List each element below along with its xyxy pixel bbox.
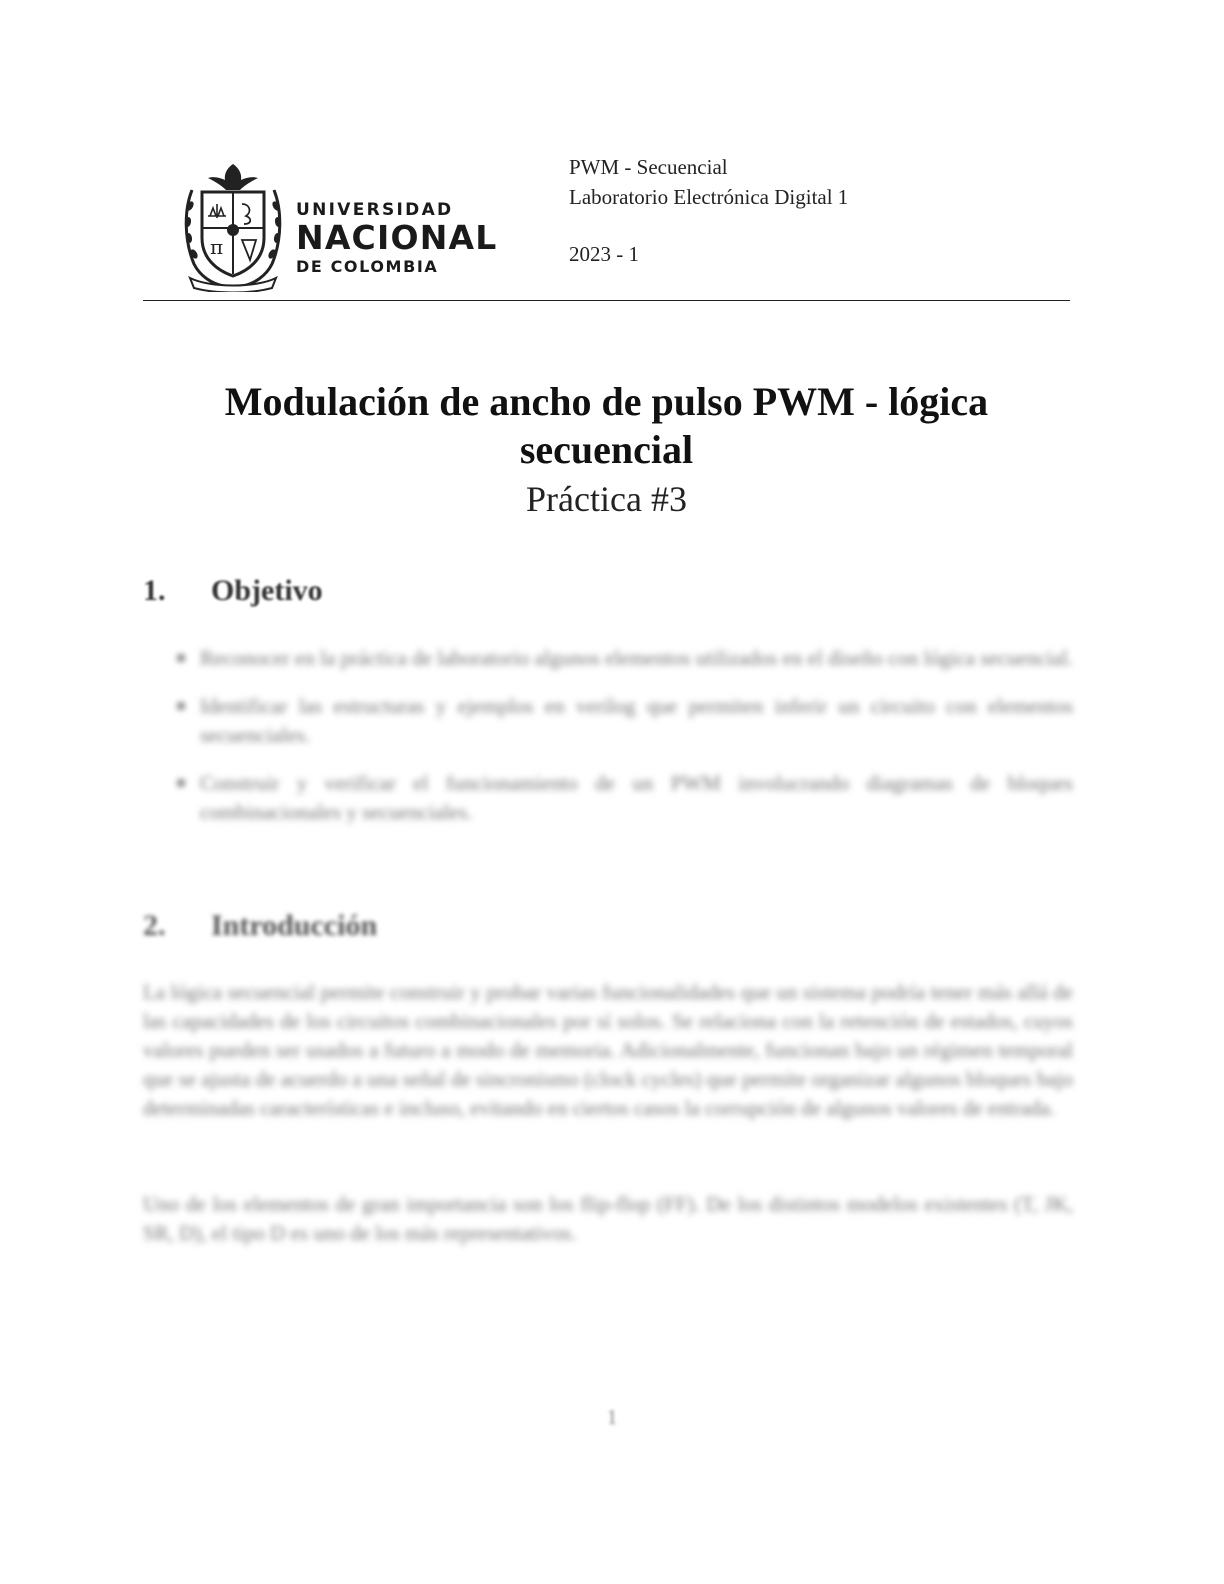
section-number: 1. xyxy=(143,574,166,607)
header-course-title: PWM - Secuencial xyxy=(569,155,728,179)
header-course-name: Laboratorio Electrónica Digital 1 xyxy=(569,185,849,209)
objective-list xyxy=(178,644,1073,846)
document-title-line2: secuencial xyxy=(519,427,694,472)
header-period: 2023 - 1 xyxy=(569,242,639,266)
intro-paragraph-2: Uno de los elementos de gran importancia son los flip-flop (FF). De los distintos modelos existentes (T, JK, SR, D), el tipo D es uno de los más representativos. xyxy=(143,1192,1073,1245)
section-title: Objetivo xyxy=(211,574,323,607)
university-name-line2: NACIONAL xyxy=(296,218,498,257)
document-title-block xyxy=(143,378,1070,524)
section-number: 2. xyxy=(143,909,166,942)
section-heading-introduccion xyxy=(143,909,377,943)
intro-paragraph-1: La lógica secuencial permite construir y probar varias funcionalidades que un sistema podría tener más allá de las capacidades de los circuitos combinacionales por sí solos. Se relaciona con la retención de estados, cuyos valores pueden ser usados a futuro a modo de memoria. Adicionalmente, funcionan bajo un régimen temporal que se ajusta de acuerdo a una señal de sincronismo (clock cycles) que permite organizar algunos bloques bajo determinadas características e incluso, evitando en ciertos casos la corrupción de algunos valores de entrada. xyxy=(143,980,1073,1120)
bullet-icon xyxy=(178,703,184,709)
university-name-line3: DE COLOMBIA xyxy=(296,257,439,276)
university-name-line1: UNIVERSIDAD xyxy=(296,200,454,220)
document-subtitle: Práctica #3 xyxy=(526,479,687,519)
page-number: 1 xyxy=(606,1405,618,1429)
document-title-line1: Modulación de ancho de pulso PWM - lógica xyxy=(224,379,989,424)
list-item: Reconocer en la práctica de laboratorio algunos elementos utilizados en el diseño con lógica secuencial. xyxy=(178,644,1073,673)
bullet-icon xyxy=(178,780,184,786)
bullet-icon xyxy=(178,655,184,661)
list-item: Construir y verificar el funcionamiento de un PWM involucrando diagramas de bloques combinacionales y secuenciales. xyxy=(178,769,1073,827)
university-crest-icon xyxy=(180,160,286,292)
header-divider xyxy=(143,300,1070,301)
section-heading-objetivo xyxy=(143,574,323,608)
university-logo xyxy=(180,160,498,295)
list-item: Identificar las estructuras y ejemplos en verilog que permiten inferir un circuito con elementos secuenciales. xyxy=(178,692,1073,750)
svg-text:π: π xyxy=(210,235,224,259)
section-title: Introducción xyxy=(211,909,378,942)
